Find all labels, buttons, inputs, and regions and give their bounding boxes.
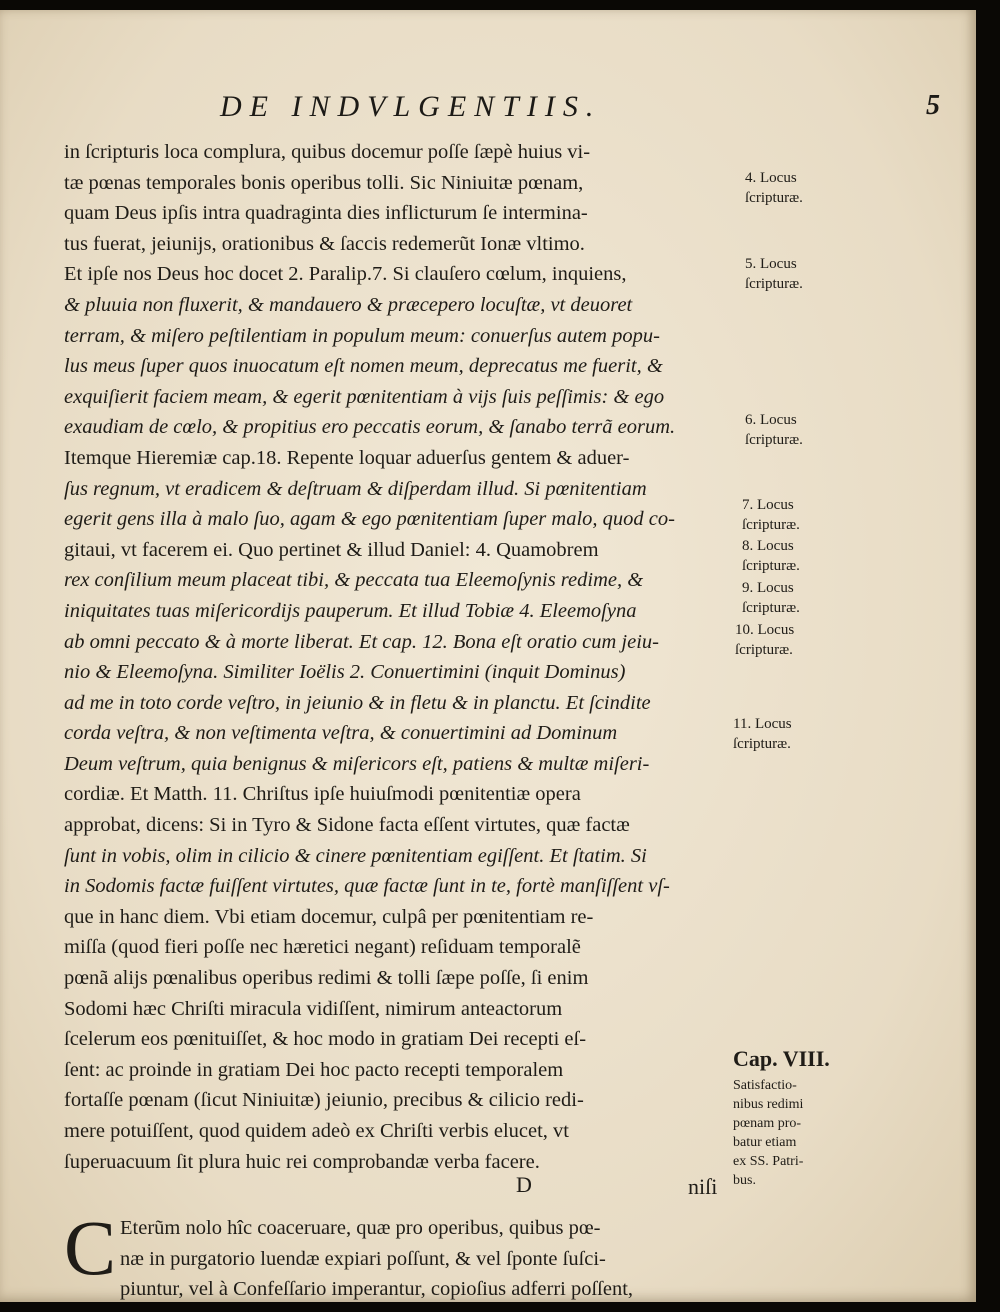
text-line: rex conſilium meum placeat tibi, & peccata tua Eleemoſynis redime, &: [64, 569, 644, 592]
text-line: ad me in toto corde veſtro, in jeiunio & in fletu & in planctu. Et ſcindite: [64, 691, 651, 714]
text-line: ſus regnum, vt eradicem & deſtruam & diſperdam illud. Si pœnitentiam: [64, 477, 647, 500]
running-title: DE INDVLGENTIIS.: [220, 90, 602, 123]
text-line: ſent: ac proinde in gratiam Dei hoc pacto recepti temporalem: [64, 1058, 564, 1081]
folio-number: 5: [926, 90, 940, 121]
margin-note: 5. Locus ſcripturæ.: [745, 256, 803, 292]
text-line: miſſa (quod fieri poſſe nec hæretici negant) reſiduam temporalẽ: [64, 936, 581, 959]
margin-note: 4. Locus ſcripturæ.: [745, 170, 803, 206]
text-line: in Sodomis factæ fuiſſent virtutes, quæ factæ ſunt in te, fortè manſiſſent vſ-: [64, 875, 670, 898]
text-line: approbat, dicens: Si in Tyro & Sidone facta eſſent virtutes, quæ factæ: [64, 814, 630, 837]
text-line: tæ pœnas temporales bonis operibus tolli. Sic Niniuitæ pœnam,: [64, 171, 584, 194]
text-line: corda veſtra, & non veſtimenta veſtra, & conuertimini ad Dominum: [64, 722, 618, 745]
text-line: fortaſſe pœnam (ſicut Niniuitæ) jeiunio, precibus & cilicio redi-: [64, 1089, 584, 1112]
text-line: exquiſierit faciem meam, & egerit pœnitentiam à vijs ſuis peſſimis: & ego: [64, 385, 665, 408]
margin-note: 7. Locus ſcripturæ.: [742, 497, 800, 533]
text-line: exaudiam de cœlo, & propitius ero peccatis eorum, & ſanabo terrã eorum.: [64, 416, 676, 439]
text-line: egerit gens illa à malo ſuo, agam & ego pœnitentiam ſuper malo, quod co-: [64, 508, 675, 531]
text-line: ſuperuacuum ſit plura huic rei comprobandæ verba facere.: [64, 1150, 540, 1173]
text-line: piuntur, vel à Confeſſario imperantur, copioſius adferri poſſent,: [120, 1278, 634, 1301]
text-line: ſcelerum eos pœnituiſſet, & hoc modo in gratiam Dei recepti eſ-: [64, 1028, 587, 1051]
text-line: in ſcripturis loca complura, quibus docemur poſſe ſæpè huius vi-: [64, 141, 591, 163]
text-line: quam Deus ipſis intra quadraginta dies inflicturum ſe intermina-: [64, 202, 588, 225]
text-line: Itemque Hieremiæ cap.18. Repente loquar aduerſus gentem & aduer-: [64, 446, 630, 469]
margin-note: 9. Locus ſcripturæ.: [742, 580, 800, 616]
margin-note: 11. Locus ſcripturæ.: [733, 716, 792, 752]
drop-cap: C: [64, 1204, 117, 1292]
text-line: Deum veſtrum, quia benignus & miſericors eſt, patiens & multæ miſeri-: [64, 752, 650, 775]
text-line: iniquitates tuas miſericordijs pauperum. Et illud Tobiæ 4. Eleemoſyna: [64, 599, 637, 622]
paragraph-two: [64, 1204, 728, 1305]
text-line: lus meus ſuper quos inuocatum eſt nomen meum, deprecatus me fuerit, &: [64, 355, 663, 378]
text-line: nio & Eleemoſyna. Similiter Ioëlis 2. Conuertimini (inquit Dominus): [64, 661, 626, 684]
text-line: mere potuiſſent, quod quidem adeò ex Chriſti verbis elucet, vt: [64, 1120, 569, 1142]
book-page: [0, 10, 976, 1302]
text-line: Sodomi hæc Chriſti miracula vidiſſent, nimirum anteactorum: [64, 997, 563, 1020]
text-line: Et ipſe nos Deus hoc docet 2. Paralip.7. Si clauſero cœlum, inquiens,: [64, 263, 627, 286]
chapter-heading: Cap. VIII.: [733, 1046, 830, 1071]
text-line: terram, & miſero peſtilentiam in populum meum: conuerſus autem popu-: [64, 324, 660, 347]
signature-mark: D: [516, 1172, 532, 1197]
text-line: Eterũm nolo hîc coaceruare, quæ pro operibus, quibus pœ-: [120, 1217, 601, 1240]
text-line: tus fuerat, jeiunijs, orationibus & ſaccis redemerũt Ionæ vltimo.: [64, 232, 585, 255]
main-text-block: [64, 137, 728, 1305]
text-line: ab omni peccato & à morte liberat. Et cap. 12. Bona eſt oratio cum jeiu-: [64, 630, 659, 653]
text-line: næ in purgatorio luendæ expiari poſſunt, & vel ſponte ſuſci-: [120, 1247, 606, 1270]
catchword: niſi: [688, 1174, 718, 1199]
chapter-margin-note: Satisfactio- nibus redimi pœnam pro- batur etiam ex SS. Patri- bus.: [733, 1078, 804, 1188]
text-line: & pluuia non fluxerit, & mandauero & præcepero locuſtæ, vt deuoret: [64, 293, 633, 316]
text-line: gitaui, vt facerem ei. Quo pertinet & illud Daniel: 4. Quamobrem: [64, 538, 599, 561]
margin-note: 10. Locus ſcripturæ.: [735, 622, 795, 658]
margin-note: 8. Locus ſcripturæ.: [742, 538, 800, 574]
text-line: ſunt in vobis, olim in cilicio & cinere pœnitentiam egiſſent. Et ſtatim. Si: [64, 844, 647, 867]
margin-note: 6. Locus ſcripturæ.: [745, 412, 803, 448]
text-line: pœnã alijs pœnalibus operibus redimi & tolli ſæpe poſſe, ſi enim: [64, 967, 589, 990]
text-line: que in hanc diem. Vbi etiam docemur, culpâ per pœnitentiam re-: [64, 905, 594, 928]
text-line: cordiæ. Et Matth. 11. Chriſtus ipſe huiuſmodi pœnitentiæ opera: [64, 783, 581, 806]
